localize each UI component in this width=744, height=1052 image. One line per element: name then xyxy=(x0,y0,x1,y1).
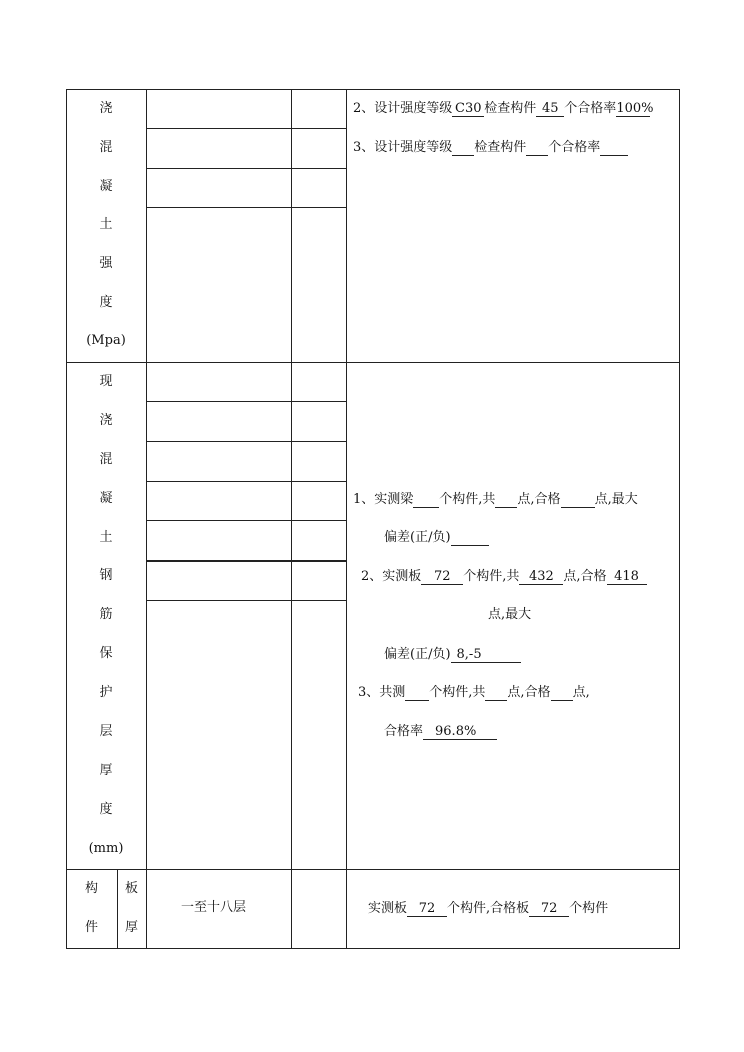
label-char: 混 xyxy=(99,452,113,467)
table-right-border xyxy=(679,89,680,949)
rate-value: 96.8% xyxy=(423,724,497,740)
text: 偏差(正/负) xyxy=(384,530,451,545)
label-char: 强 xyxy=(99,256,113,271)
section-divider xyxy=(66,869,680,870)
text: 点,合格 xyxy=(517,492,561,507)
row-divider xyxy=(146,441,346,442)
blank xyxy=(551,685,573,701)
text: 合格率 xyxy=(384,724,424,739)
blank xyxy=(600,140,628,156)
passed-value: 418 xyxy=(607,569,647,585)
label-char: 保 xyxy=(99,646,113,661)
label-char: 混 xyxy=(99,140,113,155)
rate-value: 100% xyxy=(616,101,654,116)
text: 个构件,共 xyxy=(463,569,520,584)
column-divider xyxy=(346,89,347,949)
text: 点,最大 xyxy=(594,492,638,507)
strength-line-2 xyxy=(353,101,654,117)
column-divider xyxy=(291,89,292,949)
thickness-summary xyxy=(368,901,608,917)
label-char: 土 xyxy=(99,217,113,232)
section-divider xyxy=(66,362,680,363)
cover-line-1b xyxy=(384,530,489,546)
blank xyxy=(405,685,429,701)
label-char: 钢 xyxy=(99,568,113,583)
count-value: 45 xyxy=(536,101,564,117)
label-char: 层 xyxy=(99,724,113,739)
text: 个合格率 xyxy=(548,140,601,155)
cover-line-3b xyxy=(384,724,497,740)
text: 实测板 xyxy=(368,901,408,916)
cover-line-2 xyxy=(361,569,647,585)
blank xyxy=(561,492,595,508)
label-char: 筋 xyxy=(99,607,113,622)
text: 点,合格 xyxy=(507,685,551,700)
label-char: 浇 xyxy=(99,413,113,428)
column-divider xyxy=(117,869,118,949)
strength-line-3 xyxy=(353,140,628,156)
blank xyxy=(526,140,548,156)
label-char: 浇 xyxy=(99,101,113,116)
blank xyxy=(495,492,517,508)
text: 个构件,共 xyxy=(429,685,486,700)
text: 个构件,合格板 xyxy=(447,901,530,916)
text: 个构件 xyxy=(569,901,609,916)
table-bottom-border xyxy=(66,948,680,949)
text: 3、共测 xyxy=(358,685,406,700)
cover-line-2c xyxy=(384,647,521,663)
floors-range: 一至十八层 xyxy=(181,900,247,915)
label-char: 件 xyxy=(85,920,99,935)
count-value: 72 xyxy=(421,569,463,585)
blank xyxy=(452,140,474,156)
text: 检查构件 xyxy=(474,140,527,155)
row-divider xyxy=(146,401,346,402)
label-char: 厚 xyxy=(125,920,139,935)
text: 个构件,共 xyxy=(439,492,496,507)
text: 3、设计强度等级 xyxy=(353,140,453,155)
row-divider xyxy=(146,128,346,129)
cover-line-1 xyxy=(353,492,638,508)
label-char: 板 xyxy=(125,881,139,896)
blank xyxy=(413,492,439,508)
deviation-value: 8,-5 xyxy=(451,647,521,663)
label-char: 构 xyxy=(85,881,99,896)
row-divider xyxy=(146,168,346,169)
column-divider xyxy=(146,89,147,949)
row-divider xyxy=(146,520,346,521)
count-value: 72 xyxy=(407,901,447,917)
passed-value: 72 xyxy=(529,901,569,917)
label-char: 护 xyxy=(99,685,113,700)
grade-value: C30 xyxy=(452,101,484,117)
label-char: 土 xyxy=(99,530,113,545)
text: 2、实测板 xyxy=(361,569,422,584)
label-char: 现 xyxy=(99,374,113,389)
cover-line-2b: 点,最大 xyxy=(488,607,532,622)
label-char: 凝 xyxy=(99,491,113,506)
label-char: 凝 xyxy=(99,179,113,194)
label-unit: (Mpa) xyxy=(86,333,126,348)
text: 2、设计强度等级 xyxy=(353,101,453,116)
row-divider xyxy=(146,600,346,601)
text: 1、实测梁 xyxy=(353,492,414,507)
text: 点,合格 xyxy=(563,569,607,584)
text: 偏差(正/负) xyxy=(384,647,451,662)
text: 个合格率 xyxy=(564,101,617,116)
text: 点, xyxy=(572,685,590,700)
label-char: 厚 xyxy=(99,763,113,778)
row-divider xyxy=(146,560,346,562)
row-divider xyxy=(146,481,346,482)
text: 检查构件 xyxy=(484,101,537,116)
table-top-border xyxy=(66,89,680,90)
cover-line-3 xyxy=(358,685,590,701)
label-char: 度 xyxy=(99,802,113,817)
label-char: 度 xyxy=(99,295,113,310)
blank xyxy=(451,530,489,546)
blank xyxy=(485,685,507,701)
row-divider xyxy=(146,207,346,208)
points-value: 432 xyxy=(519,569,563,585)
label-unit: (mm) xyxy=(88,841,124,856)
